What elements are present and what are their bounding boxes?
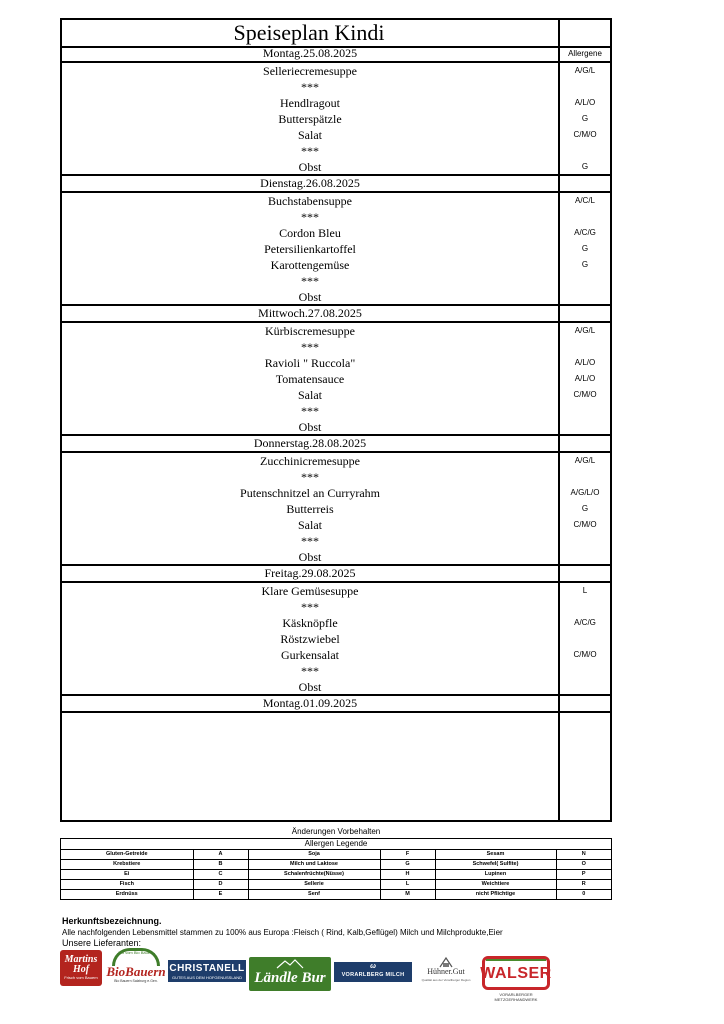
dish-name: Obst <box>298 680 322 694</box>
dish-allergens <box>560 663 610 679</box>
dish-name: Cordon Bleu <box>279 226 341 240</box>
dish-name: Obst <box>298 420 322 434</box>
dish-allergens: C/M/O <box>573 520 597 529</box>
dish-allergens <box>560 209 610 225</box>
vorarlberg-milch-logo-main: VORARLBERG MILCH <box>341 972 405 978</box>
dish-name: Tomatensauce <box>275 372 345 386</box>
allergen-code: L <box>380 880 435 890</box>
house-icon <box>420 954 472 968</box>
dish-name: Salat <box>298 128 322 142</box>
dish-name: Petersilienkartoffel <box>264 242 356 256</box>
allergen-name: Soja <box>248 850 380 860</box>
allergen-code: E <box>193 890 248 900</box>
page-title: Speiseplan Kindi <box>233 20 385 45</box>
dish-allergens <box>560 79 610 95</box>
origin-text: Alle nachfolgenden Lebensmittel stammen zu 100% aus Europa :Fleisch ( Rind, Kalb,Geflügel) Milch und Milchprodukte,Eier <box>62 928 503 937</box>
allergen-code: D <box>193 880 248 890</box>
dish-allergens: A/L/O <box>574 98 596 107</box>
separator-stars: *** <box>301 340 319 354</box>
allergen-name: Senf <box>248 890 380 900</box>
dish-allergens: C/M/O <box>573 390 597 399</box>
allergen-name: Fisch <box>61 880 193 890</box>
separator-stars: *** <box>301 274 319 288</box>
allergen-code: M <box>380 890 435 900</box>
allergen-legend <box>60 838 612 900</box>
dish-name: Putenschnitzel an Curryrahm <box>240 486 380 500</box>
separator-stars: *** <box>301 210 319 224</box>
row-line <box>62 711 610 713</box>
dish-allergens <box>560 273 610 289</box>
day-date: Freitag.29.08.2025 <box>264 566 356 580</box>
christanell-logo-sub: GUTES AUS DEM HOFGENUSSLAND <box>171 975 242 980</box>
legend-row <box>61 870 611 880</box>
legend-row <box>61 880 611 890</box>
martinshof-logo-line2: Hof <box>72 964 90 975</box>
dish-allergens: G <box>581 162 589 171</box>
biobauern-logo-sub: Bio Bauern Salzburg e.Gen. <box>114 979 158 983</box>
dish-allergens: L <box>582 586 588 595</box>
dish-allergens <box>560 403 610 419</box>
legend-table <box>61 850 611 899</box>
day-date: Mittwoch.27.08.2025 <box>258 306 362 320</box>
allergen-name: Sellerie <box>248 880 380 890</box>
allergen-code: O <box>556 860 611 870</box>
dish-name: Zucchinicremesuppe <box>260 454 360 468</box>
dish-allergens: G <box>581 114 589 123</box>
dish-allergens: A/G/L <box>574 326 596 335</box>
day-header <box>62 696 610 711</box>
dish-allergens: C/M/O <box>573 650 597 659</box>
huehner-gut-logo-main: Hühner.Gut <box>427 967 465 976</box>
day-header <box>62 46 610 61</box>
dish-name: Gurkensalat <box>281 648 339 662</box>
day-date: Montag.01.09.2025 <box>262 696 358 710</box>
allergen-code: N <box>556 850 611 860</box>
allergen-column-header: Allergene <box>568 49 602 58</box>
legend-row <box>61 890 611 900</box>
dish-allergens: C/M/O <box>573 130 597 139</box>
legend-title: Allergen Legende <box>61 839 611 850</box>
changes-note: Änderungen Vorbehalten <box>291 827 381 836</box>
suppliers-label: Unsere Lieferanten: <box>62 938 142 948</box>
day-header <box>62 176 610 191</box>
christanell-logo <box>168 960 246 982</box>
dish-name: Butterspätzle <box>278 112 342 126</box>
menu-table <box>60 18 612 822</box>
dish-allergens <box>560 419 610 435</box>
dish-allergens: A/G/L/O <box>570 488 600 497</box>
dish-allergens: A/L/O <box>574 374 596 383</box>
dish-allergens: A/C/G <box>574 228 596 237</box>
separator-stars: *** <box>301 534 319 548</box>
laendle-bur-logo <box>249 957 331 991</box>
origin-heading: Herkunftsbezeichnung. <box>62 916 162 926</box>
day-date: Dienstag.26.08.2025 <box>260 176 360 190</box>
dish-name: Salat <box>298 518 322 532</box>
allergen-name: Milch und Laktose <box>248 860 380 870</box>
dish-name: Klare Gemüsesuppe <box>261 584 359 598</box>
origin-section <box>62 915 503 949</box>
allergen-name: Schwefel( Sulfite) <box>435 860 556 870</box>
dish-name: Hendlragout <box>280 96 340 110</box>
dish-allergens: G <box>581 244 589 253</box>
allergen-code: 0 <box>556 890 611 900</box>
day-date: Donnerstag.28.08.2025 <box>253 436 367 450</box>
allergen-code: G <box>380 860 435 870</box>
separator-stars: *** <box>301 144 319 158</box>
martinshof-logo-line1: Martins <box>64 954 98 965</box>
dish-name: Karottengemüse <box>270 258 350 272</box>
legend-row <box>61 850 611 860</box>
allergen-name: Weichtiere <box>435 880 556 890</box>
legend-row <box>61 860 611 870</box>
separator-stars: *** <box>301 470 319 484</box>
dish-allergens <box>560 289 610 305</box>
separator-stars: *** <box>301 80 319 94</box>
dish-name: Käsknöpfle <box>282 616 338 630</box>
laendle-bur-logo-main: Ländle Bur <box>254 970 326 986</box>
vorarlberg-milch-logo <box>334 962 412 982</box>
allergen-name: Ei <box>61 870 193 880</box>
allergen-name: Lupinen <box>435 870 556 880</box>
huehner-gut-logo-sub: Qualität aus der Vorarlberger Region <box>421 978 471 982</box>
dish-name: Selleriecremesuppe <box>263 64 357 78</box>
allergen-name: nicht Pflichtige <box>435 890 556 900</box>
dish-name: Obst <box>298 290 322 304</box>
dish-allergens: A/C/G <box>574 618 596 627</box>
allergen-name: Erdnüss <box>61 890 193 900</box>
biobauern-logo-top: Bio vom Bio Bauern <box>118 950 154 955</box>
allergen-name: Gluten-Getreide <box>61 850 193 860</box>
day-header <box>62 306 610 321</box>
biobauern-logo-main: BioBauern <box>106 964 166 979</box>
dish-name: Obst <box>298 550 322 564</box>
huehner-gut-logo <box>420 954 472 988</box>
allergen-code: B <box>193 860 248 870</box>
allergen-code: C <box>193 870 248 880</box>
dish-allergens: A/L/O <box>574 358 596 367</box>
dish-allergens <box>560 533 610 549</box>
allergen-name: Schalenfrüchte(Nüsse) <box>248 870 380 880</box>
day-header <box>62 436 610 451</box>
walser-logo-sub: VORARLBERGER METZGERHANDWERK <box>494 992 538 1002</box>
vm-mark-icon: ω <box>370 963 376 970</box>
dish-allergens <box>560 599 610 615</box>
separator-stars: *** <box>301 600 319 614</box>
dish-name: Röstzwiebel <box>280 632 340 646</box>
allergen-name: Sesam <box>435 850 556 860</box>
allergen-name: Krebstiere <box>61 860 193 870</box>
allergen-code: P <box>556 870 611 880</box>
dish-allergens: G <box>581 260 589 269</box>
title-row <box>62 20 610 48</box>
christanell-logo-main: CHRISTANELL <box>169 963 245 974</box>
martinshof-logo-sub: Frisch vom Bauern <box>64 975 98 980</box>
separator-stars: *** <box>301 404 319 418</box>
walser-logo <box>480 956 552 1002</box>
day-date: Montag.25.08.2025 <box>262 46 358 60</box>
dish-allergens <box>560 631 610 647</box>
dish-allergens: A/C/L <box>574 196 595 205</box>
day-header <box>62 566 610 581</box>
allergen-code: A <box>193 850 248 860</box>
biobauern-logo <box>106 948 166 988</box>
allergen-code: F <box>380 850 435 860</box>
separator-stars: *** <box>301 664 319 678</box>
martinshof-logo <box>60 950 102 986</box>
walser-logo-main: WALSER <box>480 965 552 982</box>
dish-allergens: A/G/L <box>574 456 596 465</box>
allergen-code: R <box>556 880 611 890</box>
dish-allergens <box>560 549 610 565</box>
dish-name: Buchstabensuppe <box>268 194 352 208</box>
dish-name: Kürbiscremesuppe <box>265 324 355 338</box>
dish-allergens: G <box>581 504 589 513</box>
dish-name: Salat <box>298 388 322 402</box>
dish-allergens: A/G/L <box>574 66 596 75</box>
dish-allergens <box>560 339 610 355</box>
dish-allergens <box>560 679 610 695</box>
dish-allergens <box>560 469 610 485</box>
dish-allergens <box>560 143 610 159</box>
dish-name: Ravioli " Ruccola" <box>264 356 356 370</box>
allergen-code: H <box>380 870 435 880</box>
dish-name: Obst <box>298 160 322 174</box>
dish-name: Butterreis <box>286 502 334 516</box>
